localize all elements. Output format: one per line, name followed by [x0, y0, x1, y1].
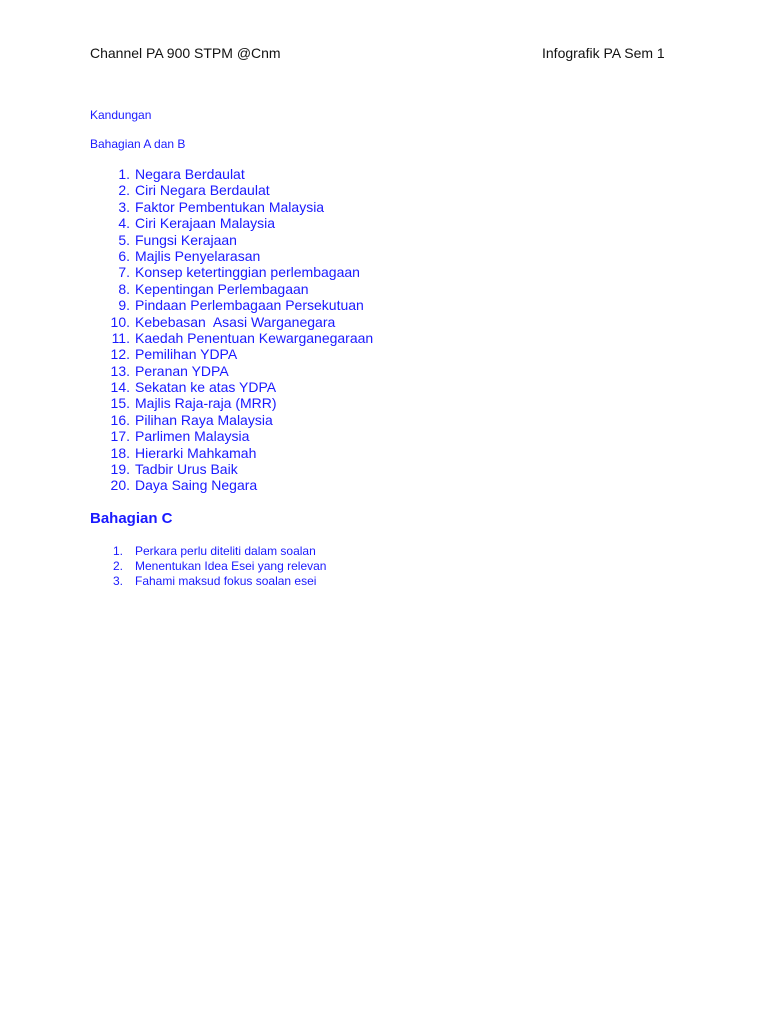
list-item-label: Pilihan Raya Malaysia	[135, 411, 273, 428]
list-item-label: Faktor Pembentukan Malaysia	[135, 198, 325, 215]
list-item-number: 9.	[118, 297, 130, 314]
header-right-text: Infografik PA Sem 1	[542, 45, 665, 61]
list-item-label: Hierarki Mahkamah	[135, 444, 257, 461]
list-item-number: 4.	[118, 215, 130, 232]
list-item-label: Kepentingan Perlembagaan	[135, 280, 309, 297]
list-item-number: 13.	[110, 362, 130, 379]
list-item-label: Daya Saing Negara	[135, 477, 258, 494]
list-item-label: Pemilihan YDPA	[135, 346, 238, 363]
list-item-number: 10.	[110, 313, 130, 330]
list-item-number: 12.	[110, 346, 130, 363]
list-item-label: Pindaan Perlembagaan Persekutuan	[135, 297, 364, 314]
list-item-number: 3.	[118, 198, 130, 215]
list-item-label: Fahami maksud fokus soalan esei	[135, 574, 317, 589]
list-item-label: Kebebasan Asasi Warganegara	[135, 313, 336, 330]
list-item-label: Menentukan Idea Esei yang relevan	[135, 559, 327, 574]
list-item-number: 14.	[110, 379, 130, 396]
list-item-label: Majlis Raja-raja (MRR)	[135, 395, 277, 412]
list-item-label: Fungsi Kerajaan	[135, 231, 237, 248]
list-item-number: 1.	[112, 544, 123, 558]
list-item-number: 19.	[110, 461, 130, 478]
list-item-number: 3.	[112, 574, 123, 589]
list-item-number: 20.	[110, 477, 130, 494]
list-item-label: Sekatan ke atas YDPA	[135, 379, 277, 396]
list-item-label: Tadbir Urus Baik	[135, 461, 238, 478]
list-item-label: Negara Berdaulat	[135, 166, 245, 182]
list-item-number: 11.	[111, 329, 130, 346]
list-item-label: Perkara perlu diteliti dalam soalan	[135, 544, 316, 558]
list-item-label: Kaedah Penentuan Kewarganegaraan	[135, 329, 374, 346]
list-item-number: 15.	[110, 395, 130, 412]
list-item-number: 18.	[110, 444, 130, 461]
list-item-label: Konsep ketertinggian perlembagaan	[135, 264, 360, 281]
list-item-number: 17.	[110, 428, 130, 445]
list-item-number: 2.	[118, 182, 130, 199]
list-item-number: 6.	[118, 247, 130, 264]
list-item-number: 7.	[118, 264, 130, 281]
list-item-number: 16.	[110, 411, 130, 428]
list-item-label: Ciri Negara Berdaulat	[135, 182, 270, 199]
list-item-label: Parlimen Malaysia	[135, 428, 250, 445]
list-item-label: Peranan YDPA	[135, 362, 229, 379]
list-item-number: 5.	[118, 231, 130, 248]
section-c-title: Bahagian C	[90, 510, 173, 527]
list-item-label: Majlis Penyelarasan	[135, 247, 261, 264]
toc-title: Kandungan	[90, 108, 152, 122]
list-item-number: 2.	[112, 559, 123, 574]
list-item-label: Ciri Kerajaan Malaysia	[135, 215, 276, 232]
list-item-number: 1.	[118, 166, 130, 182]
list-item-number: 8.	[118, 280, 130, 297]
section-a-title: Bahagian A dan B	[90, 137, 186, 151]
header-left-text: Channel PA 900 STPM @Cnm	[90, 45, 281, 61]
